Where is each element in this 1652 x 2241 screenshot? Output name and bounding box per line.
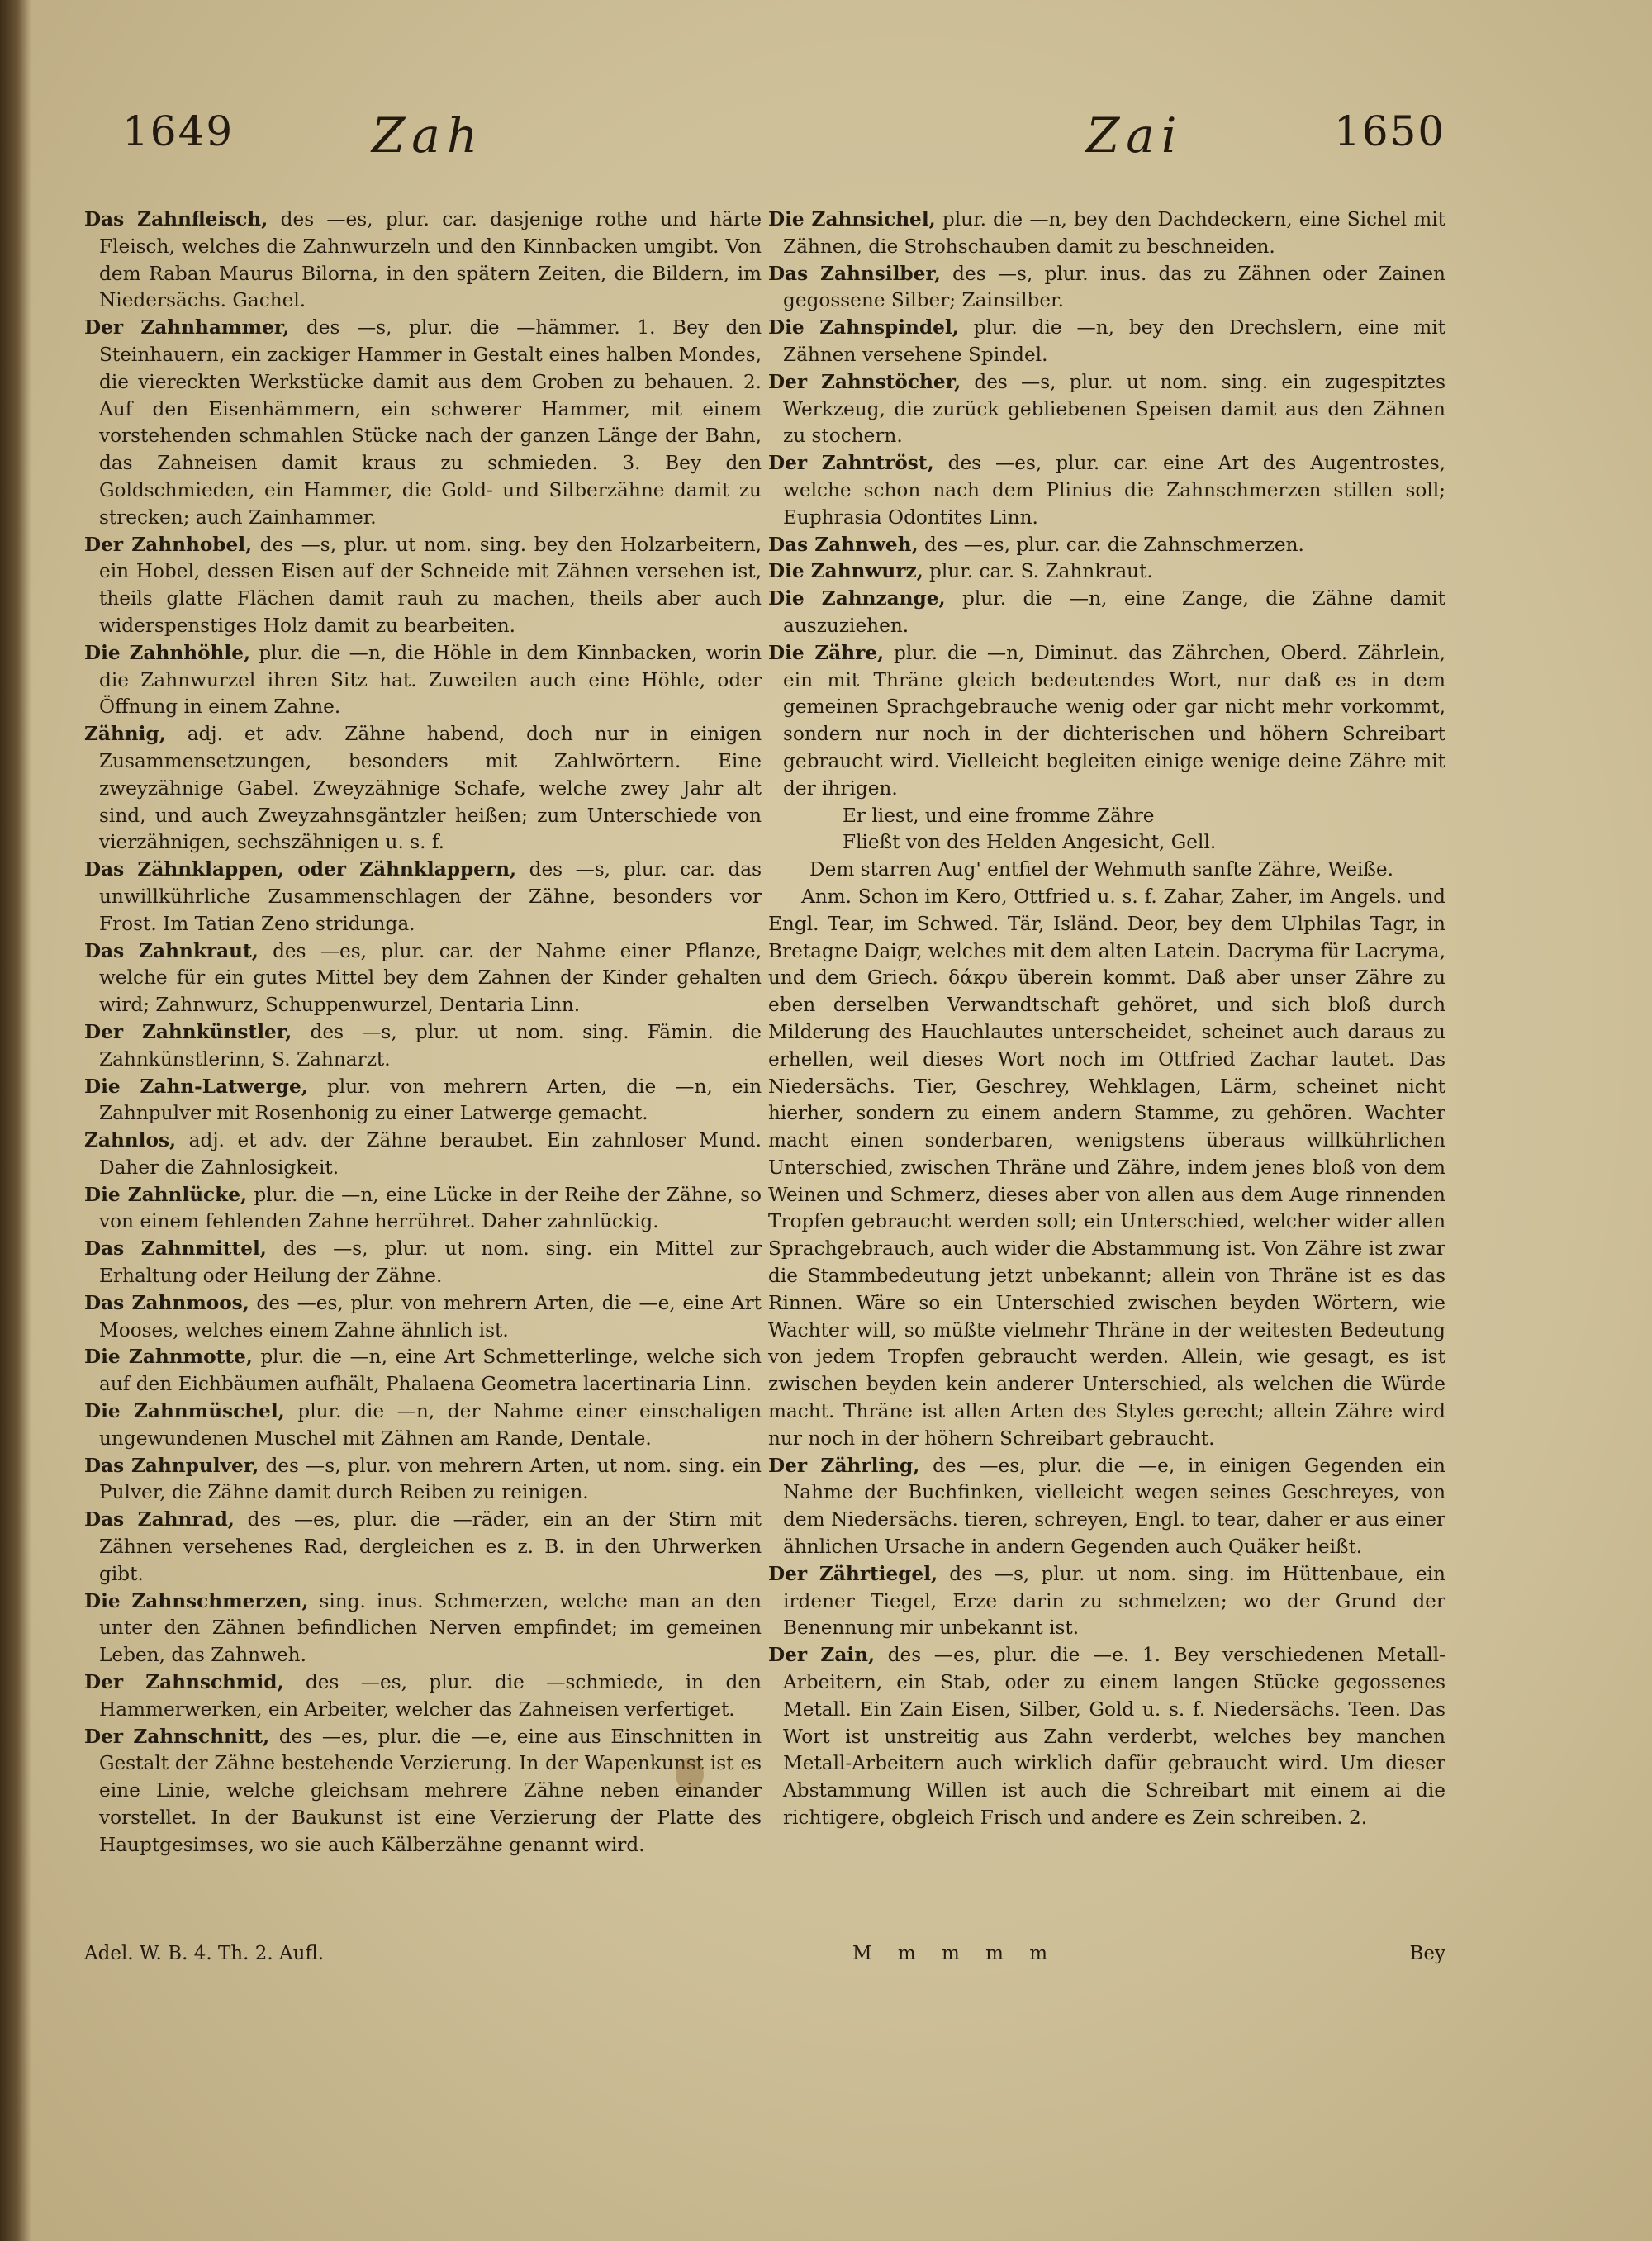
entry-headword: Das Zahnkraut, (84, 939, 259, 962)
dictionary-entry (84, 1019, 762, 1074)
entry-definition: sing. inus. Schmerzen, welche man an den unter den Zähnen befindlichen Nerven empfindet; im gemeinen Leben, das Zahnweh. (99, 1589, 762, 1667)
entry-headword: Der Zahnhammer, (84, 316, 290, 339)
book-gutter (0, 0, 31, 2241)
entry-headword: Die Zahnspindel, (768, 316, 959, 339)
entry-headword: Der Zahnhobel, (84, 533, 253, 556)
dictionary-entry (84, 857, 762, 938)
entry-definition: des —s, plur. ut nom. sing. im Hüttenbaue, ein irdener Tiegel, Erze darin zu schmelzen; wo der Grund der Benennung mir unbekannt ist. (783, 1562, 1446, 1640)
dictionary-entry (768, 369, 1446, 450)
dictionary-entry (84, 938, 762, 1019)
dictionary-entry (84, 532, 762, 640)
entry-headword: Zähnig, (84, 723, 166, 746)
dictionary-entry (84, 1128, 762, 1182)
entry-definition: des —s, plur. ut nom. sing. ein zugespitztes Werkzeug, die zurück gebliebenen Speisen damit aus den Zähnen zu stochern. (783, 370, 1446, 448)
entry-definition: des —es, plur. die —e. 1. Bey verschiedenen Metall-Arbeitern, ein Stab, oder zu einem langen Stücke gegossenes Metall. Ein Zain Eisen, Silber, Gold u. s. f. Niedersächs. Teen. Das Wort ist unstreitig aus Zahn verderbt, welches bey manchen Metall-Arbeitern auch wirklich dafür gebraucht wird. Um dieser Abstammung Willen ist auch die Schreibart mit einem ai die richtigere, obgleich Frisch und andere es Zein schreiben. 2. (783, 1644, 1446, 1830)
entry-headword: Das Zahnweh, (768, 533, 919, 556)
entry-definition: adj. et adv. der Zähne beraubet. Ein zahnloser Mund. Daher die Zahnlosigkeit. (99, 1129, 762, 1179)
paper-stain (676, 1758, 704, 1791)
dictionary-entry (768, 532, 1446, 559)
entry-definition: plur. die —n, Diminut. das Zährchen, Oberd. Zährlein, ein mit Thräne gleich bedeutendes Wort, nur daß es in dem gemeinen Sprachgebrauche wenig oder gar nicht mehr vorkommt, sondern nur noch in der dichterischen und höhern Schreibart gebraucht wird. Vielleicht begleiten einige wenige deine Zähre mit der ihrigen. (783, 641, 1446, 800)
entry-headword: Das Zahnpulver, (84, 1454, 259, 1477)
dictionary-entry (84, 1344, 762, 1398)
entry-definition: des —s, plur. die —hämmer. 1. Bey den Steinhauern, ein zackiger Hammer in Gestalt eines halben Mondes, die viereckten Werkstücke damit aus dem Groben zu behauen. 2. Auf den Eisenhämmern, ein schwerer Hammer, mit einem vorstehenden schmahlen Stücke nach der ganzen Länge der Bahn, das Zahneisen damit kraus zu schmieden. 3. Bey den Goldschmieden, ein Hammer, die Gold- und Silberzähne damit zu strecken; auch Zainhammer. (99, 316, 762, 529)
entry-headword: Der Zahnkünstler, (84, 1020, 292, 1043)
entry-headword: Die Zahnzange, (768, 587, 946, 610)
dictionary-entry (84, 1724, 762, 1859)
entry-headword: Der Zährling, (768, 1454, 920, 1477)
entry-headword: Das Zahnsilber, (768, 262, 941, 285)
entry-headword: Zahnlos, (84, 1129, 177, 1152)
poem-line: Er liest, und eine fromme Zähre (843, 804, 1155, 827)
entry-definition: plur. die —n, eine Art Schmetterlinge, welche sich auf den Eichbäumen aufhält, Phalaena Geometra lacertinaria Linn. (99, 1346, 762, 1396)
entry-definition: des —s, plur. ut nom. sing. bey den Holzarbeitern, ein Hobel, dessen Eisen auf der Schneide mit Zähnen versehen ist, theils glatte Flächen damit rauh zu machen, theils aber auch widerspenstiges Holz damit zu bearbeiten. (99, 533, 762, 637)
entry-headword: Der Zahntröst, (768, 452, 934, 475)
entry-definition: des —es, plur. die —e, eine aus Einschnitten in Gestalt der Zähne bestehende Verzierung. In der Wapenkunst ist es eine Linie, welche gleichsam mehrere Zähne neben einander vorstellet. In der Baukunst ist eine Verzierung der Platte des Hauptgesimses, wo sie auch Kälberzähne genannt wird. (99, 1725, 762, 1856)
entry-headword: Der Zain, (768, 1644, 876, 1667)
right-column-entries-continued (768, 1453, 1446, 1832)
entry-headword: Der Zahnschnitt, (84, 1725, 270, 1748)
entry-definition: des —es, plur. car. dasjenige rothe und härte Fleisch, welches die Zahnwurzeln und den Kinnbacken umgibt. Von dem Raban Maurus Bilorna, in den spätern Zeiten, die Bildern, im Niedersächs. Gachel. (99, 208, 762, 312)
poem-quotation (768, 803, 1446, 884)
entry-definition: des —s, plur. ut nom. sing. ein Mittel zur Erhaltung oder Heilung der Zähne. (99, 1237, 762, 1288)
entry-definition: des —es, plur. die —schmiede, in den Hammerwerken, ein Arbeiter, welcher das Zahneisen verfertiget. (99, 1671, 762, 1721)
entry-definition: plur. die —n, die Höhle in dem Kinnbacken, worin die Zahnwurzel ihren Sitz hat. Zuweilen auch eine Höhle, oder Öffnung in einem Zahne. (99, 641, 762, 719)
entry-headword: Das Zahnmoos, (84, 1291, 249, 1314)
poem-line: Dem starren Aug' entfiel der Wehmuth sanfte Zähre, Weiße. (809, 858, 1394, 881)
entry-headword: Das Zahnmittel, (84, 1237, 267, 1261)
entry-headword: Die Zahnsichel, (768, 208, 936, 230)
dictionary-entry (84, 1507, 762, 1588)
entry-headword: Die Zahnmüschel, (84, 1400, 285, 1423)
left-column (84, 207, 762, 1859)
dictionary-entry (84, 207, 762, 315)
entry-definition: des —s, plur. von mehrern Arten, ut nom. sing. ein Pulver, die Zähne damit durch Reiben zu reinigen. (99, 1454, 762, 1504)
dictionary-entry (768, 261, 1446, 316)
running-head-left: Zah (372, 107, 485, 164)
dictionary-entry (84, 315, 762, 531)
dictionary-entry (768, 207, 1446, 261)
dictionary-entry (768, 586, 1446, 640)
imprint-line: Adel. W. B. 4. Th. 2. Aufl. (84, 1943, 325, 1964)
entry-headword: Die Zahnwurz, (768, 560, 923, 583)
dictionary-entry (84, 1236, 762, 1290)
right-column-entries (768, 207, 1446, 803)
dictionary-entry (84, 1398, 762, 1453)
entry-definition: des —es, plur. car. die Zahnschmerzen. (918, 533, 1304, 556)
entry-definition: plur. von mehrern Arten, die —n, ein Zahnpulver mit Rosenhonig zu einer Latwerge gemacht. (99, 1075, 762, 1125)
entry-definition: des —es, plur. von mehrern Arten, die —e, eine Art Mooses, welches einem Zahne ähnlich ist. (99, 1291, 762, 1341)
dictionary-entry (84, 1290, 762, 1345)
entry-definition: plur. car. S. Zahnkraut. (923, 560, 1153, 583)
dictionary-entry (768, 1561, 1446, 1642)
entry-headword: Der Zahnschmid, (84, 1671, 284, 1694)
entry-headword: Die Zahnhöhle, (84, 641, 251, 664)
page-number-right: 1650 (1334, 107, 1446, 155)
dictionary-entry (768, 1642, 1446, 1832)
dictionary-entry (84, 1182, 762, 1237)
poem-line: Fließt von des Helden Angesicht, Gell. (843, 831, 1217, 854)
entry-definition: plur. die —n, eine Zange, die Zähne damit auszuziehen. (783, 587, 1446, 637)
entry-headword: Das Zahnrad, (84, 1508, 235, 1531)
entry-headword: Die Zähre, (768, 641, 885, 664)
entry-definition: adj. et adv. Zähne habend, doch nur in einigen Zusammensetzungen, besonders mit Zahlwörtern. Eine zweyzähnige Gabel. Zweyzähnige Schafe, welche zwey Jahr alt sind, und auch Zweyzahnsgäntzler heißen; zum Unterschiede von vierzähnigen, sechszähnigen u. s. f. (99, 723, 762, 854)
dictionary-entry (84, 1588, 762, 1669)
entry-headword: Das Zähnklappen, oder Zähnklappern, (84, 858, 517, 881)
entry-headword: Die Zahn-Latwerge, (84, 1075, 308, 1098)
entry-definition: plur. die —n, eine Lücke in der Reihe der Zähne, so von einem fehlenden Zahne herrühret. Daher zahnlückig. (99, 1183, 762, 1233)
entry-headword: Das Zahnfleisch, (84, 208, 268, 230)
dictionary-entry (84, 721, 762, 857)
signature-mark: M m m m m (852, 1943, 1058, 1964)
right-column (768, 207, 1446, 1832)
dictionary-entry (768, 315, 1446, 369)
dictionary-entry (84, 1074, 762, 1128)
page-number-left: 1649 (122, 107, 235, 155)
catchword: Bey (1409, 1943, 1446, 1964)
entry-definition: des —s, plur. inus. das zu Zähnen oder Zainen gegossene Silber; Zainsilber. (783, 262, 1446, 312)
entry-definition: des —s, plur. car. das unwillkührliche Zusammenschlagen der Zähne, besonders vor Frost. Im Tatian Zeno stridunga. (99, 858, 762, 935)
entry-definition: plur. die —n, der Nahme einer einschaligen ungewundenen Muschel mit Zähnen am Rande, Dentale. (99, 1400, 762, 1450)
entry-definition: des —es, plur. car. der Nahme einer Pflanze, welche für ein gutes Mittel bey dem Zahnen der Kinder gehalten wird; Zahnwurz, Schuppenwurzel, Dentaria Linn. (99, 939, 762, 1017)
entry-definition: des —es, plur. die —räder, ein an der Stirn mit Zähnen versehenes Rad, dergleichen es z. B. in den Uhrwerken gibt. (99, 1508, 762, 1585)
etymology-remark: Anm. Schon im Kero, Ottfried u. s. f. Zahar, Zaher, im Angels. und Engl. Tear, im Schwed. Tär, Isländ. Deor, bey dem Ulphilas Tagr, in Bretagne Daigr, welches mit dem alten Latein. Dacryma für Lacryma, und dem Griech. δάκρυ überein kommt. Daß aber unser Zähre zu eben derselben Verwandtschaft gehöret, und sich bloß durch Milderung des Hauchlautes unterscheidet, scheinet auch daraus zu erhellen, weil dieses Wort noch im Ottfried Zachar lautet. Das Niedersächs. Tier, Geschrey, Wehklagen, Lärm, scheinet nicht hierher, sondern zu einem andern Stamme, zu gehören. Wachter macht einen sonderbaren, wenigstens überaus willkührlichen Unterschied, zwischen Thräne und Zähre, indem jenes bloß von dem Weinen und Schmerz, dieses aber von allen aus dem Auge rinnenden Tropfen gebraucht werden soll; ein Unterschied, welcher wider allen Sprachgebrauch, auch wider die Abstammung ist. Von Zähre ist zwar die Stammbedeutung jetzt unbekannt; allein von Thräne ist es das Rinnen. Wäre so ein Unterschied zwischen beyden Wörtern, wie Wachter will, so müßte vielmehr Thräne in der weitesten Bedeutung von jedem Tropfen gebraucht werden. Allein, wie gesagt, es ist zwischen beyden kein anderer Unterschied, als welchen die Würde macht. Thräne ist allen Arten des Styles gerecht; allein Zähre wird nur noch in der höhern Schreibart gebraucht. (768, 885, 1446, 1450)
entry-definition: plur. die —n, bey den Dachdeckern, eine Sichel mit Zähnen, die Strohschauben damit zu beschneiden. (783, 208, 1446, 258)
page-header (0, 107, 1652, 182)
dictionary-entry (768, 640, 1446, 803)
dictionary-entry (84, 640, 762, 721)
dictionary-entry (768, 558, 1446, 586)
dictionary-entry (768, 450, 1446, 531)
entry-headword: Die Zahnschmerzen, (84, 1589, 309, 1612)
entry-definition: des —s, plur. ut nom. sing. Fämin. die Zahnkünstlerinn, S. Zahnarzt. (99, 1020, 762, 1071)
running-head-right: Zai (1086, 107, 1184, 164)
entry-headword: Die Zahnlücke, (84, 1183, 248, 1206)
entry-headword: Die Zahnmotte, (84, 1346, 253, 1369)
dictionary-entry (768, 1453, 1446, 1561)
entry-headword: Der Zahnstöcher, (768, 370, 961, 393)
entry-definition: des —es, plur. die —e, in einigen Gegenden ein Nahme der Buchfinken, vielleicht wegen seines Geschreyes, von dem Niedersächs. tieren, schreyen, Engl. to tear, daher er aus einer ähnlichen Ursache in andern Gegenden auch Quäker heißt. (783, 1454, 1446, 1559)
page-footer (84, 1943, 1446, 1976)
entry-definition: plur. die —n, bey den Drechslern, eine mit Zähnen versehene Spindel. (783, 316, 1446, 366)
entry-definition: des —es, plur. car. eine Art des Augentrostes, welche schon nach dem Plinius die Zahnschmerzen stillen soll; Euphrasia Odontites Linn. (783, 452, 1446, 529)
entry-headword: Der Zährtiegel, (768, 1562, 938, 1585)
dictionary-entry (84, 1453, 762, 1507)
dictionary-entry (84, 1669, 762, 1724)
